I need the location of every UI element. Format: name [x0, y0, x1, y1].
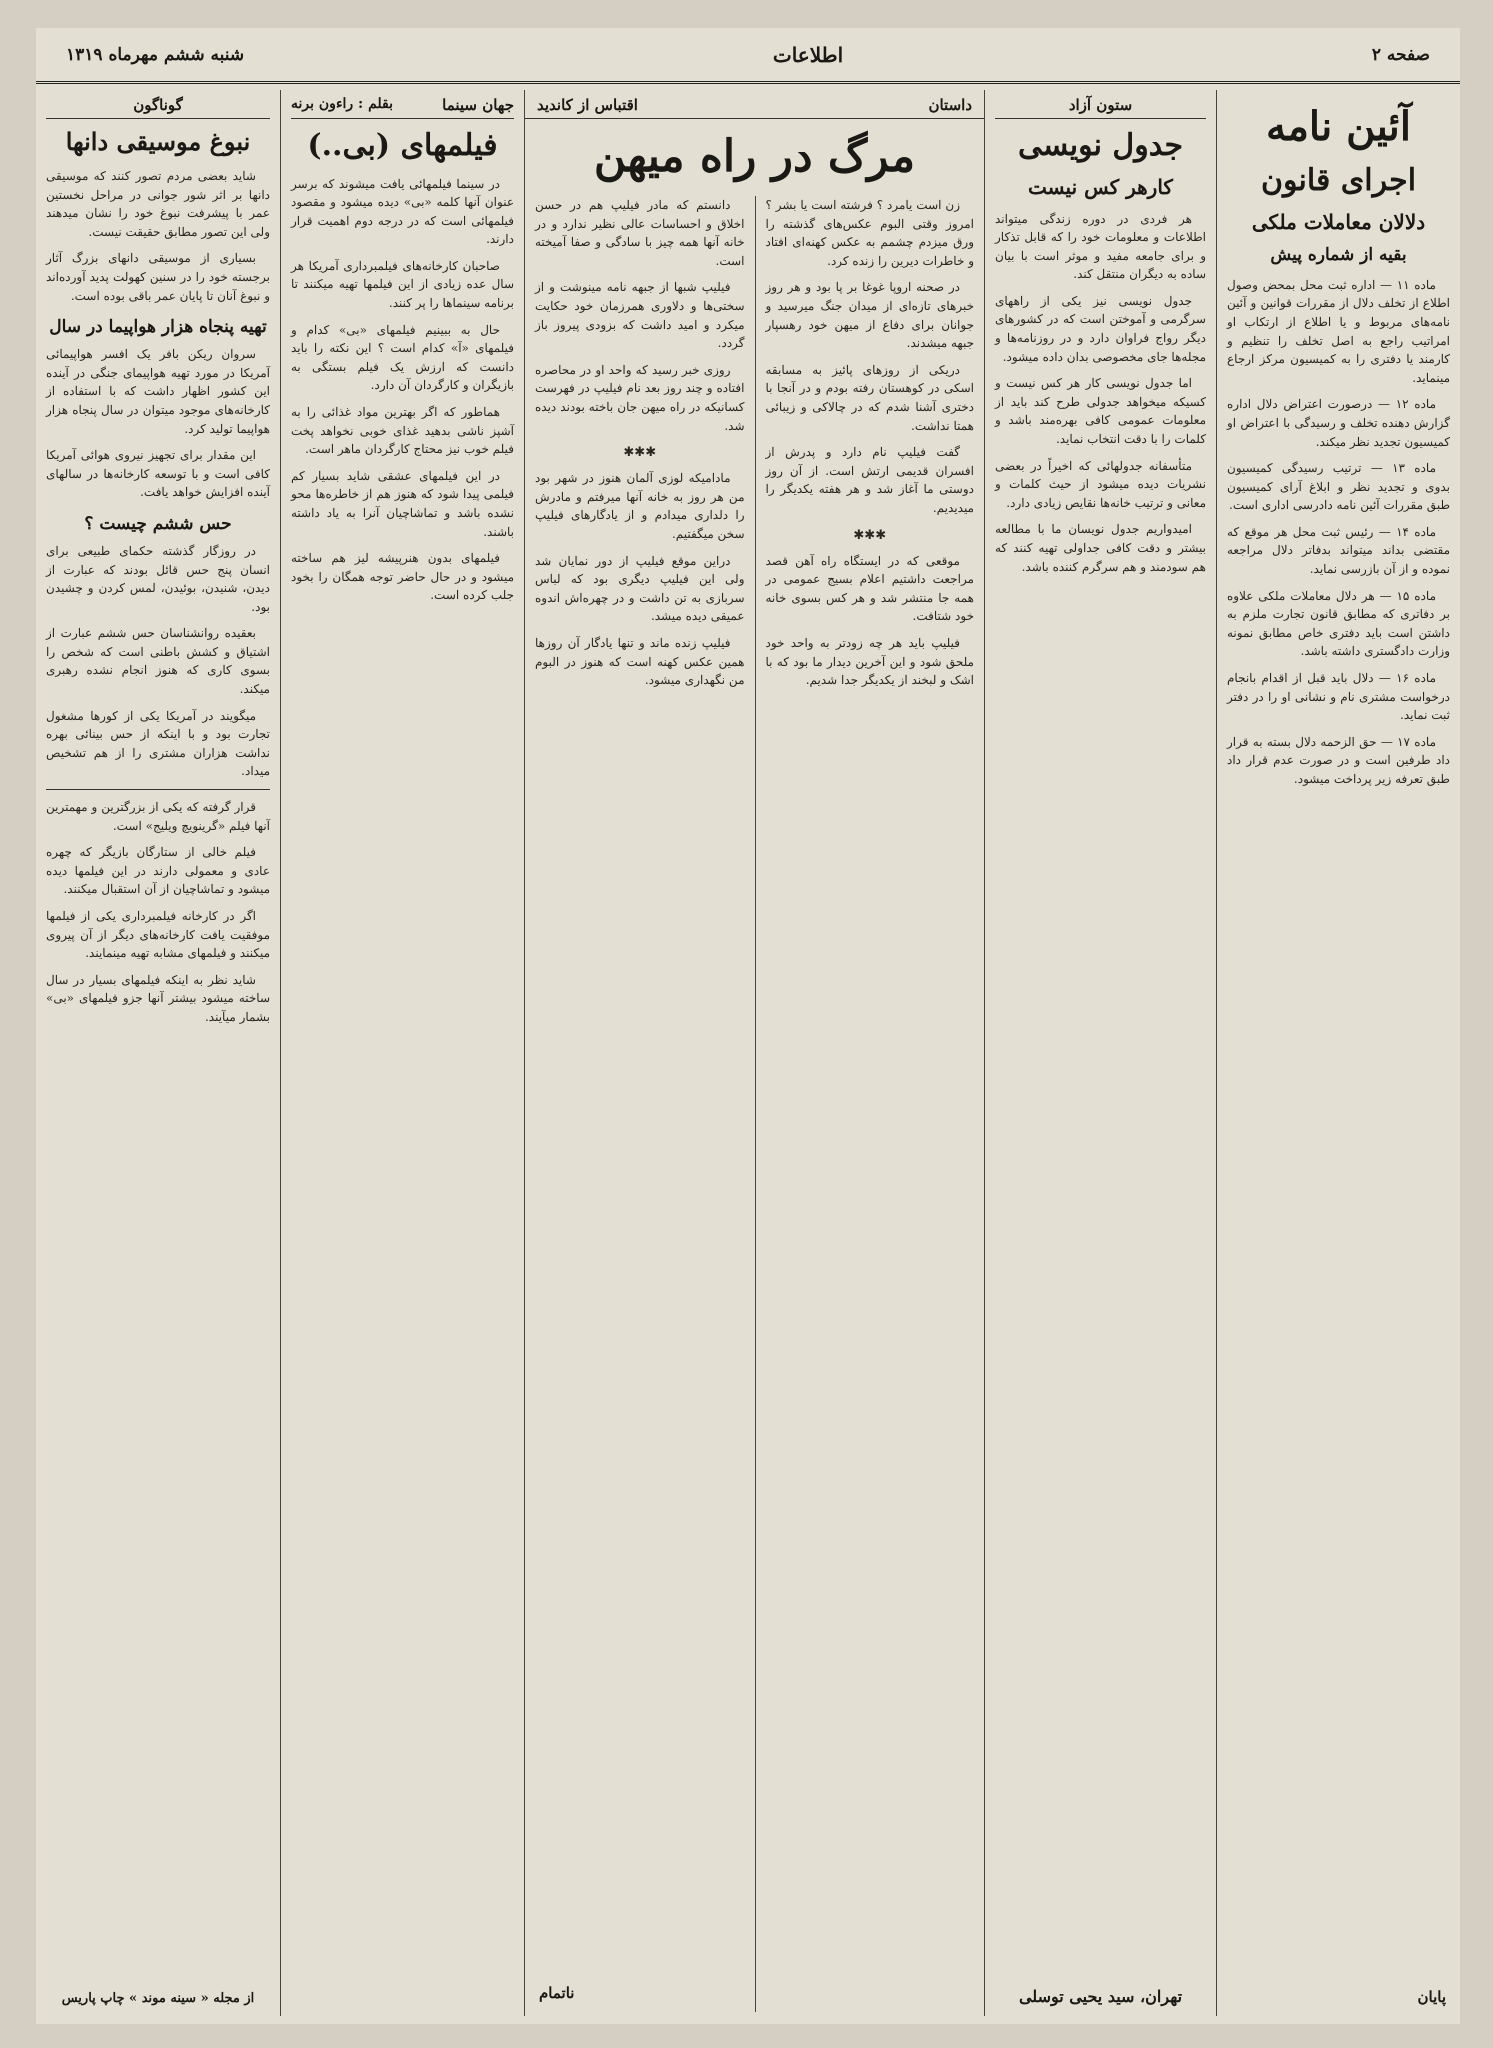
planes-body — [46, 345, 270, 502]
divider — [46, 789, 270, 790]
regulation-paragraph: ماده ۱۷ — حق الزحمه دلال بسته به قرار داد طرفین است و در صورت عدم قرار داد طبق تعرفه زیر پرداخت میشود. — [1227, 734, 1450, 786]
story-paragraph: فیلیپ باید هر چه زودتر به واحد خود ملحق شود و این آخرین دیدار ما بود که با اشک و لبخند از یکدیگر جدا شدیم. — [765, 636, 974, 688]
cinema-label: جهان سینما — [442, 96, 514, 114]
story-paragraph: فیلیپ زنده ماند و تنها یادگار آن روزها همین عکس کهنه است که هنوز در البوم من نگهداری میشود. — [535, 636, 745, 688]
cinema-author: بقلم : راءون برنه — [291, 96, 394, 112]
cinema-paragraph: فیلمهای بدون هنرپیشه لیز هم ساخته میشود و در حال حاضر توجه همگان را بخود جلب کرده است. — [291, 551, 514, 603]
regulation-paragraph: ماده ۱۳ — ترتیب رسیدگی کمیسیون بدوی و تجدید نظر و ابلاغ آرای کمیسیون طبق مقررات آئین نامه دادرسی اداری است. — [1227, 461, 1450, 513]
story-paragraph: دانستم که مادر فیلیپ هم در حسن اخلاق و احساسات عالی نظیر ندارد و در خانه آنها همه چیز با سادگی و صفا آمیخته است. — [535, 198, 745, 268]
free-opinion-subhead: کارهر کس نیست — [1028, 174, 1173, 199]
column-story — [524, 90, 984, 2016]
story-source-label: اقتباس از کاندید — [537, 96, 638, 114]
cinema-paragraph: حال به ببینیم فیلمهای «بی» کدام و فیلمهای «آ» کدام است ؟ این نکته را باید دانست که ارزش یک فیلم بستگی به بازیگران و کارگردان آن دارد. — [291, 322, 514, 393]
cinema-paragraph: در سینما فیلمهائی یافت میشوند که برسر عنوان آنها کلمه «بی» دیده میشود و مقصود فیلمهائی است که در درجه دوم اهمیت قرار دارند. — [291, 176, 514, 247]
column-cinema — [280, 90, 524, 2016]
story-column-right — [755, 196, 985, 2012]
regulation-continued: بقیه از شماره پیش — [1270, 244, 1407, 265]
free-opinion-paragraph: امیدواریم جدول نویسان ما با مطالعه بیشتر و دقت کافی جداولی تهیه کنند که هم سودمند و هم سرگرم کننده باشد. — [995, 522, 1206, 574]
regulation-paragraph: ماده ۱۶ — دلال باید قبل از اقدام بانجام درخواست مشتری نام و نشانی او را در دفتر ثبت نماید. — [1227, 671, 1450, 723]
free-opinion-paragraph: هر فردی در دوره زندگی میتواند اطلاعات و معلومات خود را که قابل تذکار و برای جامعه مفید و موثر است با بیان ساده به دیگران منتقل کند. — [995, 211, 1206, 282]
story-paragraph: مادامیکه لوزی آلمان هنوز در شهر بود من هر روز به خانه آنها میرفتم و مادرش را دلداری میدادم و از یادگارهای فیلیپ سخن میگفتیم. — [535, 471, 745, 542]
story-paragraph: در صحنه اروپا غوغا بر پا بود و هر روز خبرهای تازه‌ای از میدان جنگ میرسید و جوانان برای دفاع از میهن خود رهسپار جبهه میشدند. — [765, 280, 974, 351]
regulation-headline: آئین نامه — [1266, 103, 1411, 150]
regulation-paragraph: ماده ۱۴ — رئیس ثبت محل هر موقع که مقتضی بداند میتواند بدفاتر دلال مراجعه نموده و از آن بازرسی نماید. — [1227, 524, 1450, 577]
story-text-right — [766, 196, 975, 690]
music-paragraph: بسیاری از موسیقی دانهای بزرگ آثار برجسته خود را در سنین کهولت پدید آورده‌اند و نبوغ آنان تا پایان عمر باقی بوده است. — [46, 251, 270, 303]
story-headline: مرگ در راه میهن — [593, 131, 916, 182]
cinema-continuation-paragraph: اگر در کارخانه فیلمبرداری یکی از فیلمها موفقیت یافت کارخانه‌های دیگر از آن پیروی میکنند و فیلمهای مشابه تهیه مینمایند. — [46, 909, 270, 961]
story-text-left — [535, 196, 745, 690]
cinema-paragraph: صاحبان کارخانه‌های فیلمبرداری آمریکا هر سال عده زیادی از این فیلمها تهیه میکنند تا برنامه سینماها را پر کنند. — [291, 258, 514, 311]
story-paragraph: موقعی که در ایستگاه راه آهن قصد مراجعت داشتیم اعلام بسیج عمومی در همه جا منتشر شد و هر کس بسوی خانه خود شتافت. — [765, 553, 974, 624]
column-free-opinion — [984, 90, 1216, 2016]
story-labels — [525, 90, 984, 119]
story-paragraph: زن است یامرد ؟ فرشته است یا بشر ؟ امروز وقتی البوم عکس‌های گذشته را ورق میزدم چشمم به عکس کهنه‌ای افتاد و خاطرات دیرین را زنده کرد. — [765, 198, 974, 268]
regulation-paragraph: ماده ۱۱ — اداره ثبت محل بمحض وصول اطلاع از تخلف دلال از مقررات قوانین و آئین نامه‌های مربوط و یا اطلاع از ارتکاب او امراتیب راجع به اصل تخلف را تنظیم و کارمند یا دفتری را به کمیسیون مرکز ارجاع مینماید. — [1227, 277, 1450, 385]
column-regulation — [1216, 90, 1460, 2016]
regulation-subhead-2: دلالان معاملات ملکی — [1251, 209, 1426, 234]
section-break-icon: ✱✱✱ — [623, 445, 657, 461]
column-miscellany — [36, 90, 280, 2016]
masthead — [36, 28, 1460, 84]
story-paragraph: گفت فیلیپ نام دارد و پدرش از افسران قدیمی ارتش است. از آن روز دوستی ما آغاز شد و هر هفته یکدیگر را میدیدیم. — [765, 445, 974, 515]
regulation-subhead: اجرای قانون — [1260, 163, 1417, 198]
section-break-icon: ✱✱✱ — [853, 527, 887, 543]
regulation-end-tag: پایان — [1417, 1988, 1446, 2006]
story-paragraph: فیلیپ شبها از جبهه نامه مینوشت و از سختی‌ها و دلاوری همرزمان خود حکایت میکرد و امید داشت که بزودی پیروز باز گردد. — [535, 280, 745, 351]
planes-paragraph: این مقدار برای تجهیز نیروی هوائی آمریکا کافی است و با توسعه کارخانه‌ها در سالهای آینده افزایش خواهد یافت. — [46, 448, 270, 500]
article-source: از مجله « سینه موند » چاپ پاریس — [61, 1991, 255, 2006]
planes-paragraph: سروان ریکن بافر یک افسر هواپیمائی آمریکا در مورد تهیه هواپیمای جنگی در آینده این کشور اظهار داشت که با استفاده از کارخانه‌های موجود میتوان در سال پنجاه هزار هواپیما تولید کرد. — [46, 347, 270, 436]
issue-date: شنبه ششم مهرماه ۱۳۱۹ — [66, 44, 245, 65]
free-opinion-paragraph: متأسفانه جدولهائی که اخیراً در بعضی نشریات دیده میشود از حیث کلمات و معانی و ترتیب خانه‌ها نقایص زیادی دارد. — [995, 458, 1206, 510]
cinema-labels — [291, 96, 514, 119]
sixth-sense-paragraph: در روزگار گذشته حکمای طبیعی برای انسان پنج حس قائل بودند که عبارت از دیدن، شنیدن، بوئیدن، لمس کردن و چشیدن بود. — [46, 543, 270, 614]
free-opinion-byline: تهران، سید یحیی توسلی — [1018, 1987, 1183, 2006]
story-body — [525, 196, 984, 2012]
cinema-body — [291, 175, 514, 605]
columns — [36, 90, 1460, 2016]
free-opinion-label: ستون آزاد — [995, 96, 1206, 119]
newspaper-page — [36, 28, 1460, 2024]
free-opinion-headline: جدول نویسی — [1018, 128, 1183, 163]
page-number: صفحه ۲ — [1371, 44, 1430, 65]
story-paragraph: روزی خبر رسید که واحد او در محاصره افتاده و چند روز بعد نام فیلیپ در فهرست کسانیکه در راه میهن جان باخته بودند دیده شد. — [535, 362, 745, 433]
free-opinion-paragraph: اما جدول نویسی کار هر کس نیست و کسیکه میخواهد جدولی طرح کند باید از معلومات عمومی کافی بهره‌مند باشد و کلمات را با دقت انتخاب نماید. — [995, 376, 1206, 447]
miscellany-label: گوناگون — [46, 96, 270, 119]
cinema-paragraph: در این فیلمهای عشقی شاید بسیار کم فیلمی پیدا شود که هنوز هم از خاطره‌ها محو نشده باشد و تماشاچیان آنرا به یاد داشته باشند. — [291, 468, 514, 539]
planes-subhead: تهیه پنجاه هزار هواپیما در سال — [49, 317, 267, 338]
cinema-continuation-paragraph: قرار گرفته که یکی از بزرگترین و مهمترین آنها فیلم «گرینویچ ویلیج» است. — [46, 800, 270, 833]
free-opinion-body — [995, 210, 1206, 577]
music-paragraph: شاید بعضی مردم تصور کنند که موسیقی دانها بر اثر شور جوانی در مراحل نخستین عمر با پیشرفت نبوغ خود را نشان میدهند ولی این تصور مطابق حقیقت نیست. — [46, 169, 270, 239]
story-label: داستان — [928, 96, 972, 114]
sixth-sense-subhead: حس ششم چیست ؟ — [84, 513, 232, 534]
regulation-paragraph: ماده ۱۲ — درصورت اعتراض دلال اداره گزارش دهنده تخلف و رسیدگی با اعتراض او کمیسیون تجدید نظر میکند. — [1227, 397, 1450, 449]
story-paragraph: دریکی از روزهای پائیز به مسابقه اسکی در کوهستان رفته بودم و در آنجا با دختری آشنا شدم که در چالاکی و زیبائی همتا نداشت. — [765, 362, 974, 433]
cinema-continuation-paragraph: فیلم خالی از ستارگان بازیگر که چهره عادی و معمولی دارند در این فیلمها دیده میشود و تماشاچیان از آن استقبال میکنند. — [46, 845, 270, 897]
cinema-paragraph: هماطور که اگر بهترین مواد غذائی را به آشپز ناشی بدهید غذای خوبی نخواهد پخت فیلم خوب نیز محتاج کارگردان ماهر است. — [291, 405, 514, 457]
cinema-headline: فیلمهای (بی..) — [307, 128, 498, 163]
story-paragraph: دراین موقع فیلیپ از دور نمایان شد ولی این فیلیپ دیگری بود که لباس سربازی به تن داشت و در چهره‌اش اندوه عمیقی دیده میشد. — [535, 553, 745, 624]
sixth-sense-paragraph: بعقیده روانشناسان حس ششم عبارت از اشتیاق و کشش باطنی است که شخص را بسوی کاری که هنوز انجام نشده رهبری میکند. — [46, 626, 270, 697]
story-end-tag: ناتمام — [539, 1984, 575, 2002]
cinema-continuation-body — [46, 798, 270, 1027]
paper-name: اطلاعات — [772, 42, 844, 67]
sixth-sense-paragraph: میگویند در آمریکا یکی از کورها مشغول تجارت بود و با اینکه از حس بینائی بهره نداشت هزاران مشتری را از هم تشخیص میداد. — [46, 708, 270, 779]
story-column-left — [525, 196, 755, 2012]
cinema-continuation-paragraph: شاید نظر به اینکه فیلمهای بسیار در سال ساخته میشود بیشتر آنها جزو فیلمهای «بی» بشمار میآیند. — [46, 972, 270, 1024]
music-body — [46, 167, 270, 305]
regulation-body — [1227, 276, 1450, 789]
sixth-sense-body — [46, 542, 270, 781]
music-headline: نبوغ موسیقی دانها — [65, 127, 251, 156]
free-opinion-paragraph: جدول نویسی نیز یکی از راههای سرگرمی و آموختن است که در کشورهای دیگر رواج فراوان دارد و در روزنامه‌ها و مجله‌ها جای مخصوصی بدان داده میشود. — [995, 293, 1206, 364]
regulation-paragraph: ماده ۱۵ — هر دلال معاملات ملکی علاوه بر دفاتری که مطابق قانون تجارت ملزم به داشتن است باید دفتری خاص مطابق نمونه وزارت دادگستری داشته باشد. — [1227, 588, 1450, 659]
